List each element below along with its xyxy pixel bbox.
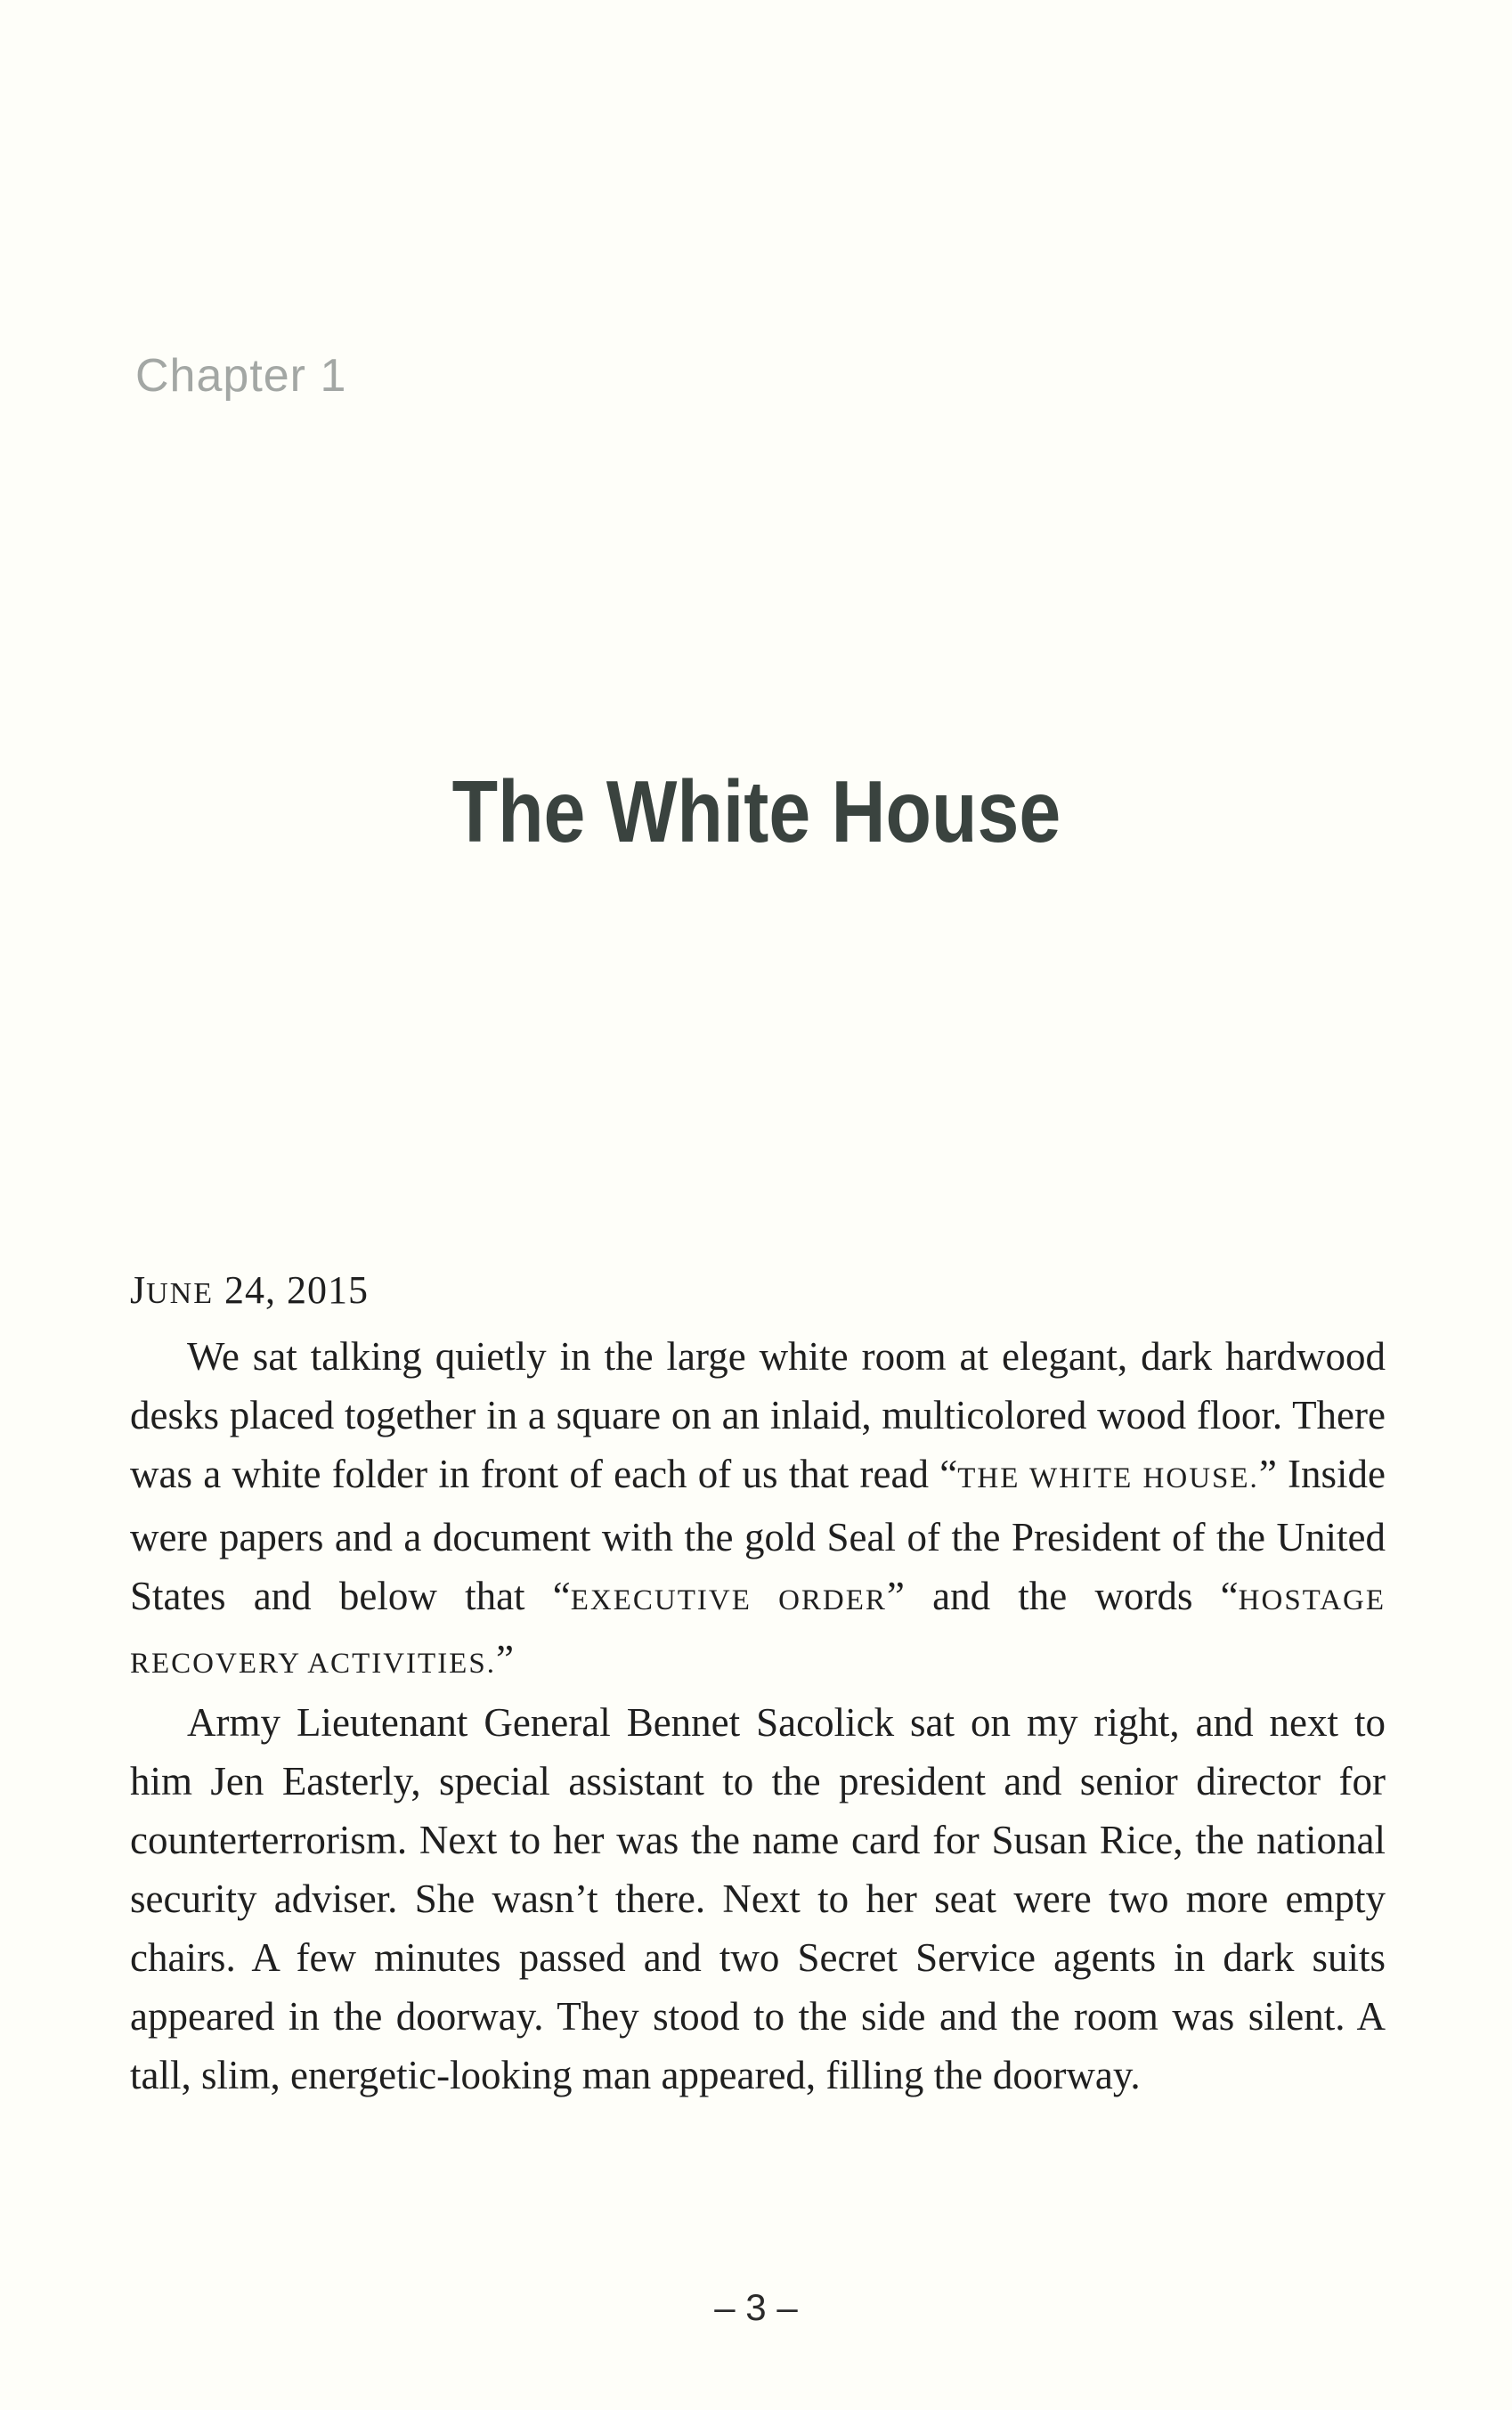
dateline-initial: J (130, 1268, 147, 1312)
paragraph-1-text-a: We sat talking quietly in the large white room at elegant, dark hardwood desks placed together in a square on an inlaid, multicolored wood floor. There was a white folder in front of each of us that read “ (130, 1334, 1386, 1496)
document-heading: EXECUTIVE ORDER (570, 1584, 887, 1616)
dateline (130, 1267, 369, 1313)
dateline-date: 24, 2015 (214, 1268, 370, 1312)
paragraph-2: Army Lieutenant General Bennet Sacolick sat on my right, and next to him Jen Easterly, special assistant to the president and senior director for counterterrorism. Next to her was the name card for Susan Rice, the national security adviser. She wasn’t there. Next to her seat were two more empty chairs. A few minutes passed and two Secret Service agents in dark suits appeared in the doorway. They stood to the side and the room was silent. A tall, slim, energetic-looking man appeared, filling the doorway. (130, 1700, 1386, 2097)
paragraph-1 (130, 1327, 1386, 1693)
folder-title: THE WHITE HOUSE. (957, 1462, 1259, 1494)
paragraph-1-text-b: ” Inside were papers and a document with the gold Seal of the President of the United States and below that “ (130, 1452, 1386, 1618)
body-text (130, 1327, 1386, 2105)
chapter-title: The White House (451, 762, 1061, 860)
dateline-small-caps: UNE (146, 1277, 215, 1310)
document-subject: HOSTAGE RECOVERY ACTIVITIES. (130, 1584, 1386, 1680)
page-number: – 3 – (714, 2286, 798, 2328)
paragraph-1-text-c: ” and the words “ (886, 1574, 1239, 1618)
chapter-label: Chapter 1 (135, 350, 347, 402)
paragraph-1-text-d: ” (495, 1637, 514, 1681)
